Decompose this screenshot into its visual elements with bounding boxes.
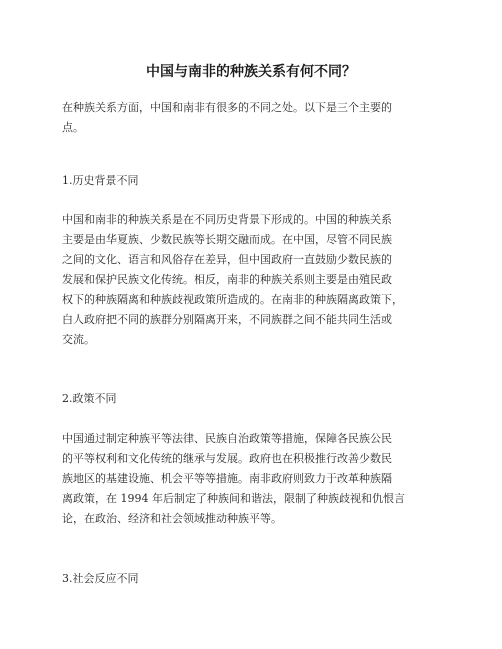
section-heading-history: 1.历史背景不同 [62,174,139,187]
paragraph-line: 发展和保护民族文化传统。相反，南非的种族关系则主要是由殖民政 [62,273,392,286]
paragraph-line: 白人政府把不同的族群分别隔离开来，不同族群之间不能共同生活或 [62,313,392,326]
paragraph-line: 权下的种族隔离和种族歧视政策所造成的。在南非的种族隔离政策下， [62,293,403,306]
paragraph-line: 中国通过制定种族平等法律、民族自治政策等措施，保障各民族公民 [62,432,392,445]
section-paragraph-policy [62,429,442,529]
paragraph-line: 族地区的基建设施、机会平等等措施。南非政府则致力于改革种族隔 [62,472,392,485]
section-paragraph-history [62,210,442,350]
paragraph-line: 在种族关系方面，中国和南非有很多的不同之处。以下是三个主要的 [62,101,392,114]
intro-paragraph [62,98,442,138]
paragraph-line: 的平等权利和文化传统的继承与发展。政府也在积极推行改善少数民 [62,452,392,465]
paragraph-line: 点。 [62,121,84,134]
paragraph-line: 之间的文化、语言和风俗存在差异，但中国政府一直鼓励少数民族的 [62,253,392,266]
paragraph-line: 主要是由华夏族、少数民族等长期交融而成。在中国，尽管不同民族 [62,233,392,246]
section-heading-policy: 2.政策不同 [62,392,117,405]
page-title: 中国与南非的种族关系有何不同？ [146,64,356,80]
paragraph-line: 论，在政治、经济和社会领域推动种族平等。 [62,512,282,525]
paragraph-line: 中国和南非的种族关系是在不同历史背景下形成的。中国的种族关系 [62,213,392,226]
section-heading-social: 3.社会反应不同 [62,572,139,585]
paragraph-line: 离政策，在 1994 年后制定了种族间和谐法，限制了种族歧视和仇恨言 [62,492,405,505]
paragraph-line: 交流。 [62,333,95,346]
